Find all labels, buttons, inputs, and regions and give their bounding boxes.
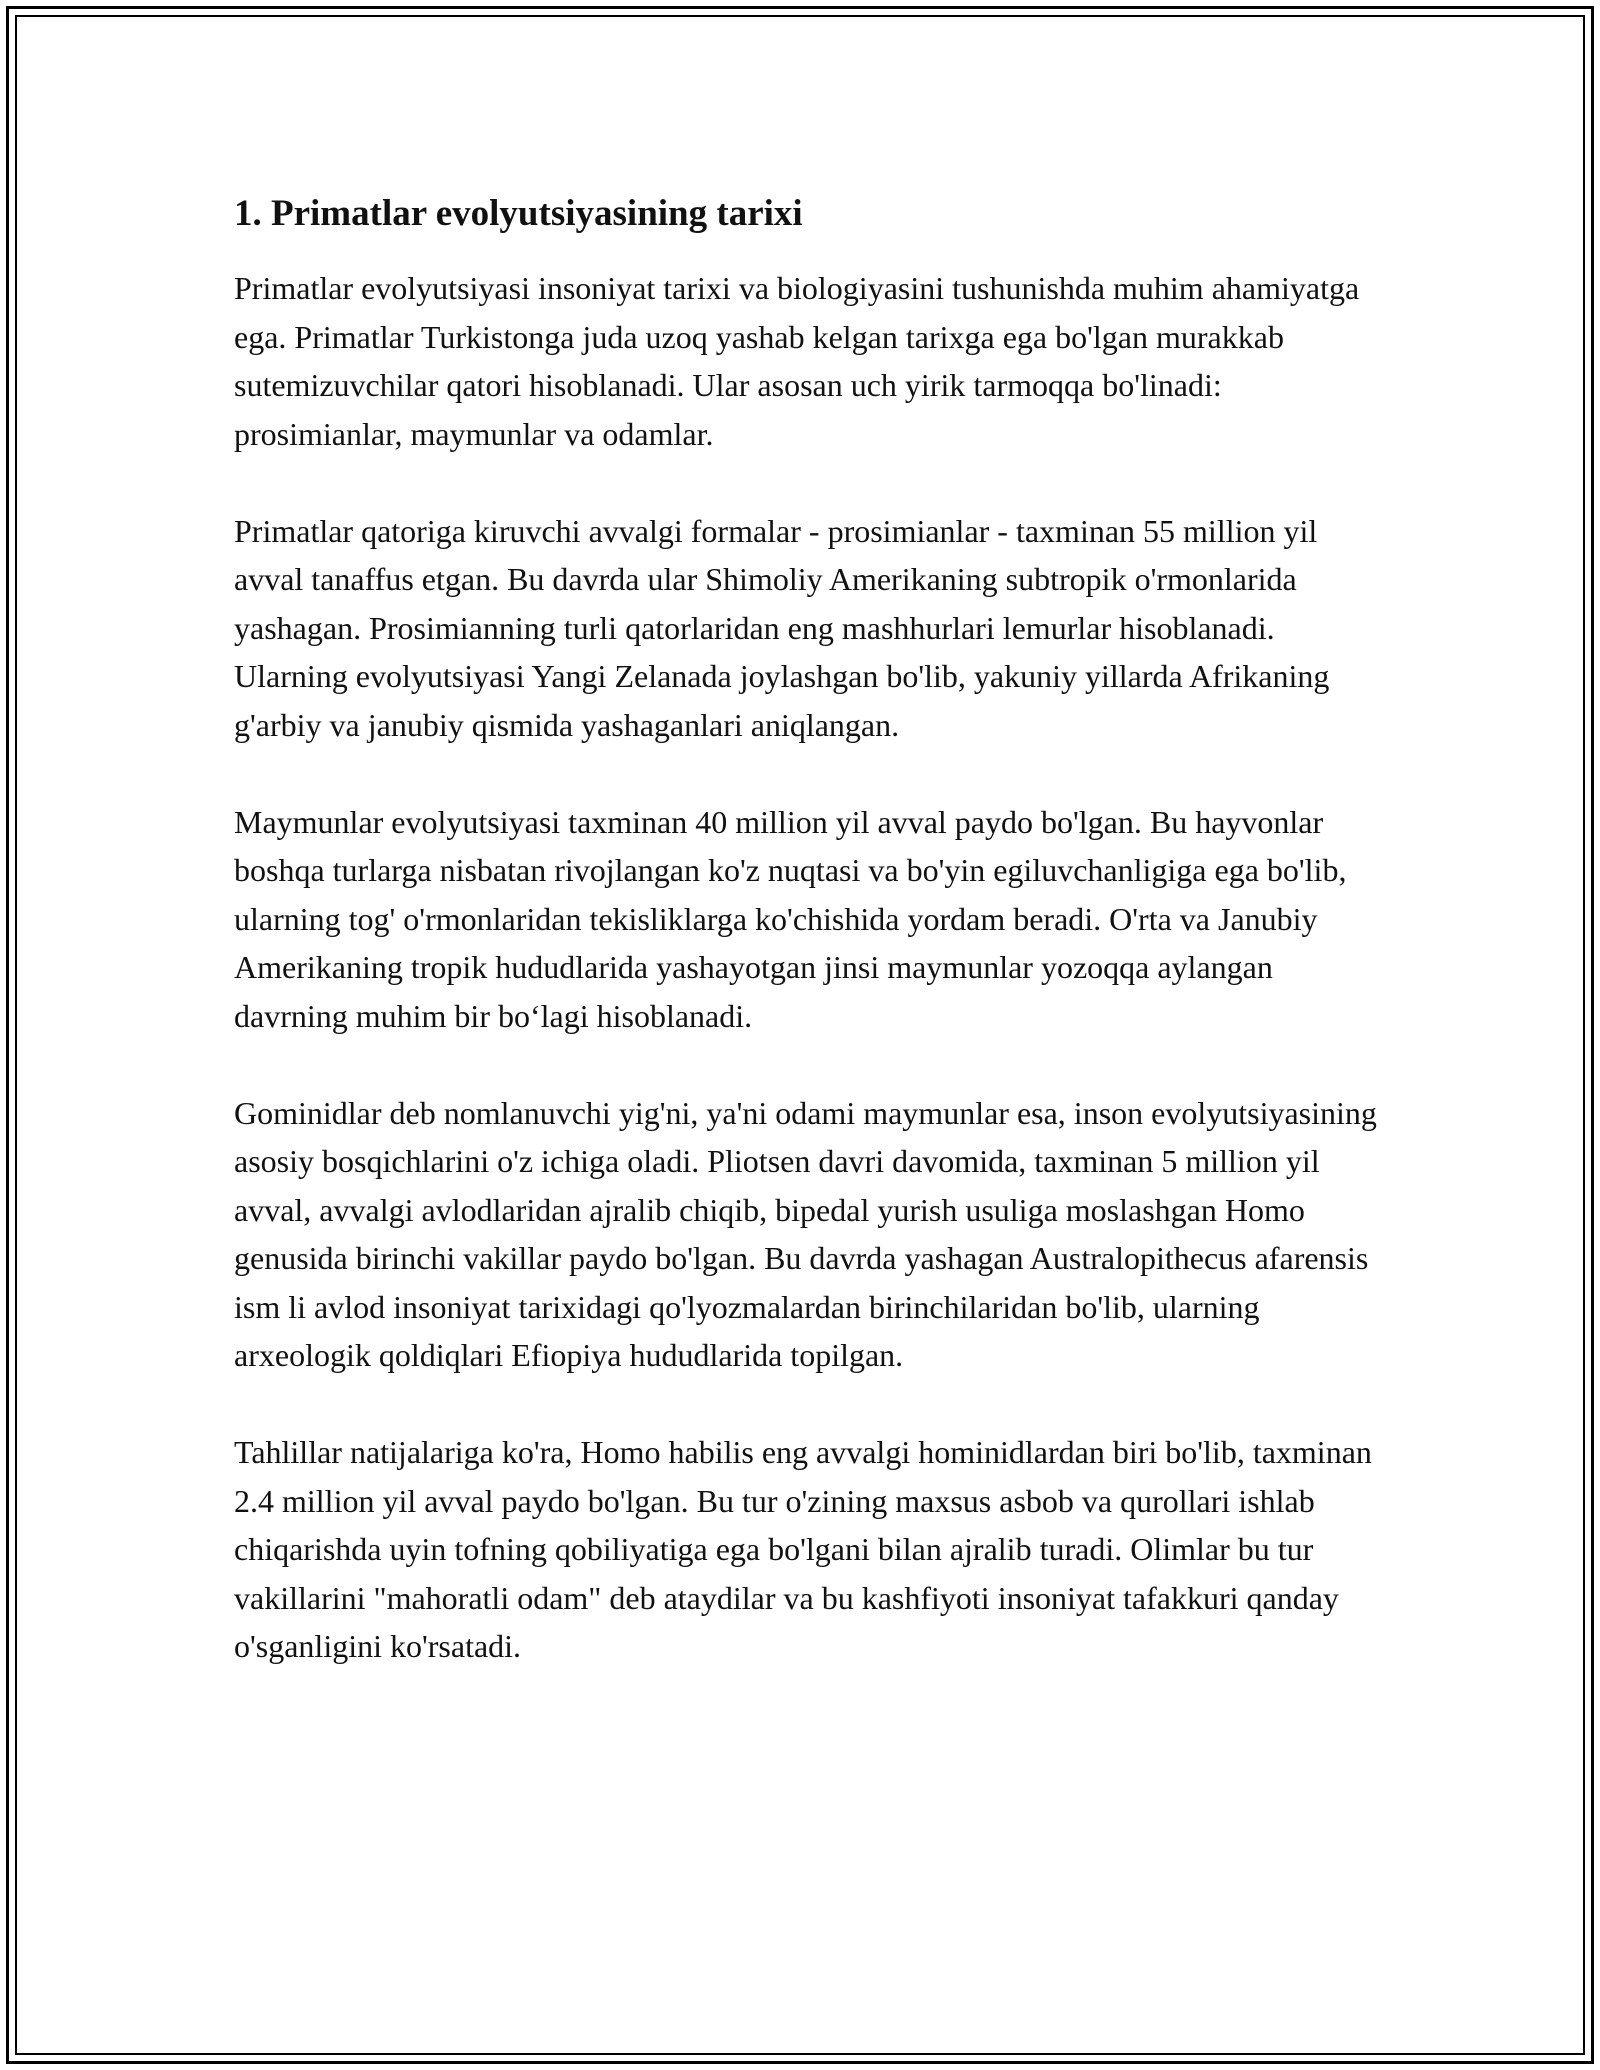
paragraph-homo-habilis: Tahlillar natijalariga ko'ra, Homo habilis eng avvalgi hominidlardan biri bo'lib, taxminan 2.4 million yil avval paydo bo'lgan. Bu tur o'zining maxsus asbob va qurollari ishlab chiqarishda uyin tofning qobiliyatiga ega bo'lgani bilan ajralib turadi. Olimlar bu tur vakillarini "mahoratli odam" deb ataydilar va bu kashfiyoti insoniyat tafakkuri qanday o'sganligini ko'rsatadi. <box>234 1434 1372 1664</box>
section-heading: 1. Primatlar evolyutsiyasining tarixi <box>234 193 803 234</box>
paragraph-intro: Primatlar evolyutsiyasi insoniyat tarixi va biologiyasini tushunishda muhim ahamiyatga ega. Primatlar Turkistonga juda uzoq yashab kelgan tarixga ega bo'lgan murakkab sutemizuvchilar qatori hisoblanadi. Ular asosan uch yirik tarmoqqa bo'linadi: prosimianlar, maymunlar va odamlar. <box>234 270 1360 452</box>
document-body <box>234 186 1384 1719</box>
paragraph-monkeys: Maymunlar evolyutsiyasi taxminan 40 million yil avval paydo bo'lgan. Bu hayvonlar boshqa turlarga nisbatan rivojlangan ko'z nuqtasi va bo'yin egiluvchanligiga ega bo'lib, ularning tog' o'rmonlaridan tekisliklarga ko'chishida yordam beradi. O'rta va Janubiy Amerikaning tropik hududlarida yashayotgan jinsi maymunlar yozoqqa aylangan davrning muhim bir bo‘lagi hisoblanadi. <box>234 803 1347 1034</box>
paragraph-hominids: Gominidlar deb nomlanuvchi yig'ni, ya'ni odami maymunlar esa, inson evolyutsiyasining asosiy bosqichlarini o'z ichiga oladi. Pliotsen davri davomida, taxminan 5 million yil avval, avvalgi avlodlaridan ajralib chiqib, bipedal yurish usuliga moslashgan Homo genusida birinchi vakillar paydo bo'lgan. Bu davrda yashagan Australopithecus afarensis ism li avlod insoniyat tarixidagi qo'lyozmalardan birinchilaridan bo'lib, ularning arxeologik qoldiqlari Efiopiya hududlarida topilgan. <box>234 1094 1377 1373</box>
paragraph-prosimians: Primatlar qatoriga kiruvchi avvalgi formalar - prosimianlar - taxminan 55 million yil avval tanaffus etgan. Bu davrda ular Shimoliy Amerikaning subtropik o'rmonlarida yashagan. Prosimianning turli qatorlaridan eng mashhurlari lemurlar hisoblanadi. Ularning evolyutsiyasi Yangi Zelanada joylashgan bo'lib, yakuniy yillarda Afrikaning g'arbiy va janubiy qismida yashaganlari aniqlangan. <box>234 512 1330 743</box>
